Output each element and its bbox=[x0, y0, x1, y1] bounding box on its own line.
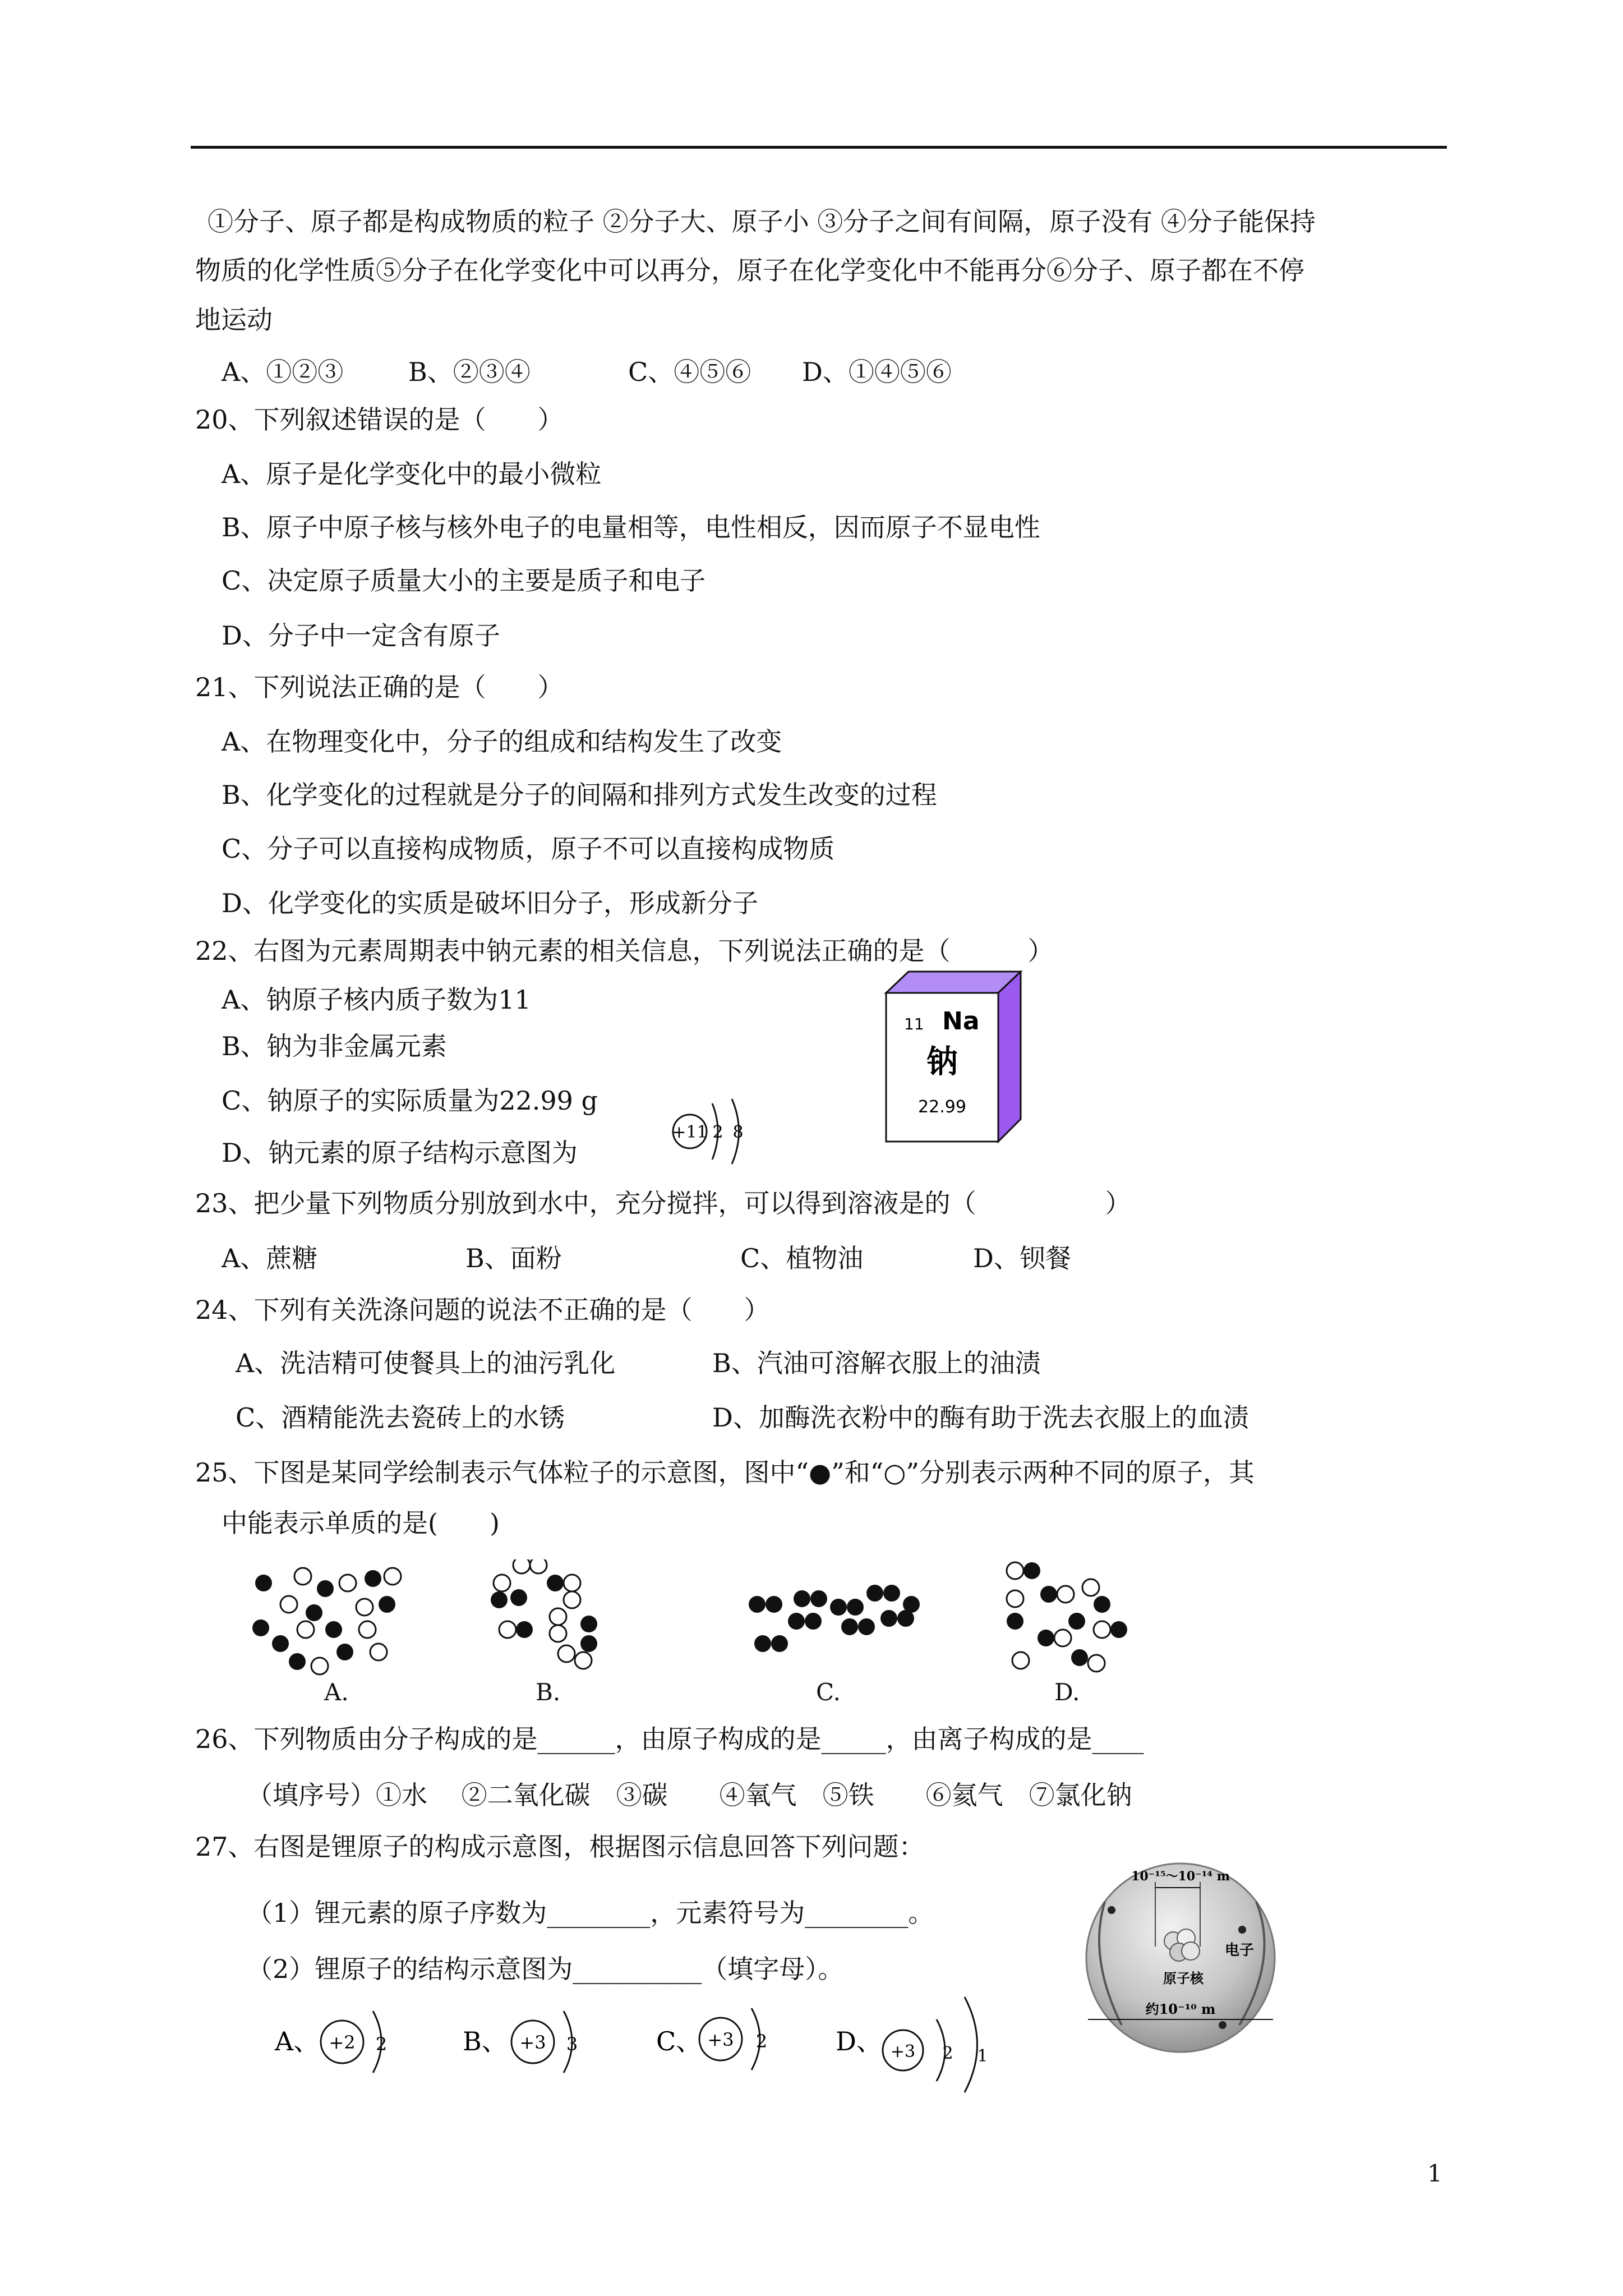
q19-option-b[interactable]: B、②③④ bbox=[408, 357, 531, 387]
q20-option-d[interactable]: D、分子中一定含有原子 bbox=[222, 620, 500, 651]
black-atom bbox=[1068, 1613, 1085, 1630]
shell-electrons-2: 1 bbox=[977, 2046, 988, 2066]
white-atom bbox=[311, 1658, 328, 1674]
q19-statement-line2: 物质的化学性质⑤分子在化学变化中可以再分，原子在化学变化中不能再分⑥分子、原子都在不停 bbox=[195, 255, 1304, 286]
particle-diagram-b[interactable] bbox=[491, 1559, 597, 1669]
black-atom bbox=[749, 1596, 766, 1613]
q19-option-d[interactable]: D、①④⑤⑥ bbox=[802, 357, 952, 387]
particle-diagram-c[interactable] bbox=[749, 1585, 920, 1652]
q25-label-b[interactable]: B. bbox=[536, 1678, 561, 1706]
black-atom bbox=[547, 1575, 564, 1591]
shell-electrons: 3 bbox=[566, 2033, 578, 2055]
electron-dot bbox=[1108, 1906, 1115, 1914]
white-atom bbox=[359, 1621, 376, 1638]
white-atom bbox=[499, 1621, 516, 1638]
q25-label-d[interactable]: D. bbox=[1054, 1678, 1080, 1706]
electron-dot bbox=[1219, 2021, 1227, 2029]
black-atom bbox=[830, 1599, 847, 1616]
black-atom bbox=[1071, 1649, 1088, 1666]
card-side-face bbox=[998, 972, 1021, 1142]
q21-option-d[interactable]: D、化学变化的实质是破坏旧分子，形成新分子 bbox=[222, 888, 758, 918]
black-atom bbox=[771, 1635, 788, 1652]
black-atom bbox=[306, 1604, 322, 1621]
electron-label: 电子 bbox=[1224, 1942, 1255, 1959]
q27-stem: 27、右图是锂原子的构成示意图，根据图示信息回答下列问题： bbox=[195, 1832, 925, 1862]
q24-option-c[interactable]: C、酒精能洗去瓷砖上的水锈 bbox=[236, 1402, 565, 1433]
option-letter: A、 bbox=[275, 2026, 320, 2056]
electron-shell-arc-2 bbox=[965, 1997, 978, 2092]
white-atom bbox=[294, 1568, 311, 1585]
atom-size-label: 约10⁻¹⁰ m bbox=[1145, 2001, 1216, 2017]
q27-atom-structure-options bbox=[269, 1994, 1043, 2095]
black-atom bbox=[766, 1596, 782, 1613]
q26-substances: （填序号）①水 ②二氧化碳 ③碳 ④氧气 ⑤铁 ⑥氦气 ⑦氯化钠 bbox=[247, 1780, 1132, 1810]
q24-stem: 24、下列有关洗涤问题的说法不正确的是（ ） bbox=[195, 1295, 770, 1325]
shell-electrons-2: 8 bbox=[732, 1122, 744, 1142]
header-rule bbox=[191, 146, 1447, 149]
q20-option-b[interactable]: B、原子中原子核与核外电子的电量相等，电性相反，因而原子不显电性 bbox=[222, 512, 1040, 542]
black-atom bbox=[252, 1619, 269, 1636]
shell-electrons: 2 bbox=[755, 2031, 768, 2052]
white-atom bbox=[564, 1575, 580, 1591]
black-atom bbox=[880, 1610, 897, 1627]
white-atom bbox=[1007, 1590, 1023, 1607]
black-atom bbox=[897, 1610, 914, 1627]
shell-electrons: 2 bbox=[375, 2033, 388, 2055]
electron-dot bbox=[1238, 1926, 1246, 1934]
black-atom bbox=[866, 1585, 883, 1602]
black-atom bbox=[794, 1590, 810, 1607]
black-atom bbox=[754, 1635, 771, 1652]
particle-diagram-d[interactable] bbox=[1007, 1562, 1127, 1672]
black-atom bbox=[1023, 1562, 1040, 1579]
element-symbol: Na bbox=[942, 1007, 980, 1036]
q25-label-a[interactable]: A. bbox=[324, 1678, 349, 1706]
page-number: 1 bbox=[1427, 2160, 1442, 2187]
shell-electrons-1: 2 bbox=[712, 1122, 723, 1142]
element-atomic-number: 11 bbox=[904, 1015, 924, 1033]
black-atom bbox=[379, 1596, 395, 1613]
nucleus-size-label: 10⁻¹⁵～10⁻¹⁴ m bbox=[1131, 1869, 1230, 1884]
black-atom bbox=[1040, 1586, 1057, 1603]
white-atom bbox=[550, 1608, 566, 1625]
black-atom bbox=[1007, 1613, 1023, 1630]
q19-statement-line3: 地运动 bbox=[195, 305, 273, 335]
q24-option-d[interactable]: D、加酶洗衣粉中的酶有助于洗去衣服上的血渍 bbox=[712, 1402, 1249, 1433]
particle-diagram-a[interactable] bbox=[252, 1568, 401, 1674]
black-atom bbox=[365, 1570, 381, 1587]
black-atom bbox=[858, 1618, 875, 1635]
nucleus-charge: +11 bbox=[672, 1122, 708, 1142]
white-atom bbox=[1094, 1621, 1110, 1638]
white-atom bbox=[1054, 1630, 1071, 1646]
q23-option-d[interactable]: D、钡餐 bbox=[973, 1243, 1071, 1273]
q24-option-a[interactable]: A、洗洁精可使餐具上的油污乳化 bbox=[236, 1348, 616, 1378]
white-atom bbox=[1012, 1652, 1029, 1669]
option-letter: D、 bbox=[836, 2026, 882, 2056]
white-atom bbox=[558, 1645, 575, 1662]
black-atom bbox=[841, 1618, 858, 1635]
black-atom bbox=[336, 1644, 353, 1660]
black-atom bbox=[516, 1621, 533, 1638]
white-atom bbox=[564, 1591, 580, 1608]
white-atom bbox=[384, 1568, 401, 1585]
white-atom bbox=[513, 1559, 530, 1573]
q23-stem: 23、把少量下列物质分别放到水中，充分搅拌，可以得到溶液是的（ ） bbox=[195, 1188, 1131, 1218]
lithium-option-d[interactable] bbox=[836, 1997, 988, 2092]
black-atom bbox=[810, 1590, 827, 1607]
option-letter: C、 bbox=[656, 2026, 702, 2056]
option-letter: B、 bbox=[463, 2026, 508, 2056]
nucleus-charge: +3 bbox=[519, 2032, 546, 2053]
white-atom bbox=[339, 1575, 356, 1591]
black-atom bbox=[289, 1653, 306, 1670]
white-atom bbox=[1088, 1655, 1105, 1672]
q25-particle-diagrams bbox=[236, 1559, 1357, 1694]
q21-option-c[interactable]: C、分子可以直接构成物质，原子不可以直接构成物质 bbox=[222, 834, 835, 864]
black-atom bbox=[255, 1575, 272, 1591]
q23-option-c[interactable]: C、植物油 bbox=[740, 1243, 864, 1273]
black-atom bbox=[1094, 1596, 1110, 1613]
white-atom bbox=[530, 1559, 547, 1573]
white-atom bbox=[575, 1652, 592, 1669]
black-atom bbox=[580, 1635, 597, 1652]
q25-label-c[interactable]: C. bbox=[816, 1678, 841, 1706]
q22-option-b[interactable]: B、钠为非金属元素 bbox=[222, 1031, 447, 1061]
black-atom bbox=[325, 1621, 342, 1638]
q19-option-c[interactable]: C、④⑤⑥ bbox=[628, 357, 751, 387]
black-atom bbox=[510, 1589, 527, 1606]
q19-statement-line1: ①分子、原子都是构成物质的粒子 ②分子大、原子小 ③分子之间有间隔，原子没有 ④分子能保持 bbox=[208, 206, 1316, 237]
q22-stem: 22、右图为元素周期表中钠元素的相关信息，下列说法正确的是（ ） bbox=[195, 936, 1054, 966]
lithium-atom-figure bbox=[1071, 1857, 1290, 2070]
black-atom bbox=[788, 1613, 805, 1630]
white-atom bbox=[297, 1621, 314, 1638]
white-atom bbox=[280, 1596, 297, 1613]
white-atom bbox=[1057, 1586, 1074, 1603]
black-atom bbox=[272, 1635, 289, 1652]
q25-stem-line1: 25、下图是某同学绘制表示气体粒子的示意图，图中“●”和“○”分别表示两种不同的原子，其 bbox=[195, 1457, 1255, 1488]
q27-sub-question-1: （1）锂元素的原子序数为________，元素符号为________。 bbox=[247, 1898, 934, 1928]
white-atom bbox=[370, 1644, 387, 1660]
lithium-option-c[interactable] bbox=[656, 2008, 767, 2070]
q20-option-c[interactable]: C、决定原子质量大小的主要是质子和电子 bbox=[222, 565, 706, 596]
lithium-option-b[interactable] bbox=[463, 2011, 578, 2073]
nucleus-charge: +2 bbox=[329, 2032, 356, 2053]
q24-option-b[interactable]: B、汽油可溶解衣服上的油渍 bbox=[712, 1348, 1041, 1378]
nucleus-label: 原子核 bbox=[1163, 1971, 1204, 1986]
black-atom bbox=[1110, 1621, 1127, 1638]
q23-option-b[interactable]: B、面粉 bbox=[465, 1243, 562, 1273]
q23-option-a[interactable]: A、蔗糖 bbox=[222, 1243, 318, 1273]
black-atom bbox=[847, 1599, 864, 1616]
shell-electrons-1: 2 bbox=[942, 2044, 953, 2063]
element-name: 钠 bbox=[926, 1044, 958, 1080]
black-atom bbox=[805, 1613, 822, 1630]
black-atom bbox=[317, 1580, 334, 1597]
white-atom bbox=[1007, 1562, 1023, 1579]
q27-sub-question-2: （2）锂原子的结构示意图为__________（填字母）。 bbox=[247, 1954, 844, 1984]
black-atom bbox=[491, 1591, 508, 1608]
q19-option-a[interactable]: A、①②③ bbox=[222, 357, 344, 387]
q25-stem-line2: 中能表示单质的是( ) bbox=[222, 1508, 500, 1538]
white-atom bbox=[1082, 1579, 1099, 1596]
white-atom bbox=[494, 1575, 510, 1591]
sodium-atom-structure-diagram bbox=[667, 1091, 751, 1170]
q22-option-a[interactable]: A、钠原子核内质子数为11 bbox=[222, 984, 531, 1015]
black-atom bbox=[883, 1585, 900, 1602]
black-atom bbox=[1038, 1630, 1054, 1646]
nucleus-charge: +3 bbox=[890, 2042, 916, 2062]
element-atomic-mass: 22.99 bbox=[918, 1097, 966, 1117]
q21-option-b[interactable]: B、化学变化的过程就是分子的间隔和排列方式发生改变的过程 bbox=[222, 780, 937, 810]
q20-stem: 20、下列叙述错误的是（ ） bbox=[195, 404, 564, 435]
black-atom bbox=[580, 1616, 597, 1632]
q22-option-c[interactable]: C、钠原子的实际质量为22.99 g bbox=[222, 1085, 598, 1116]
q26-stem: 26、下列物质由分子构成的是______，由原子构成的是_____，由离子构成的是____ bbox=[195, 1724, 1144, 1754]
white-atom bbox=[356, 1599, 373, 1616]
q22-option-d[interactable]: D、钠元素的原子结构示意图为 bbox=[222, 1138, 578, 1168]
nucleus-charge: +3 bbox=[707, 2029, 734, 2050]
white-atom bbox=[550, 1625, 566, 1642]
lithium-option-a[interactable] bbox=[274, 2011, 387, 2073]
sodium-element-card bbox=[880, 970, 1026, 1144]
q21-stem: 21、下列说法正确的是（ ） bbox=[195, 672, 564, 702]
q20-option-a[interactable]: A、原子是化学变化中的最小微粒 bbox=[222, 459, 602, 489]
q21-option-a[interactable]: A、在物理变化中，分子的组成和结构发生了改变 bbox=[222, 726, 782, 757]
